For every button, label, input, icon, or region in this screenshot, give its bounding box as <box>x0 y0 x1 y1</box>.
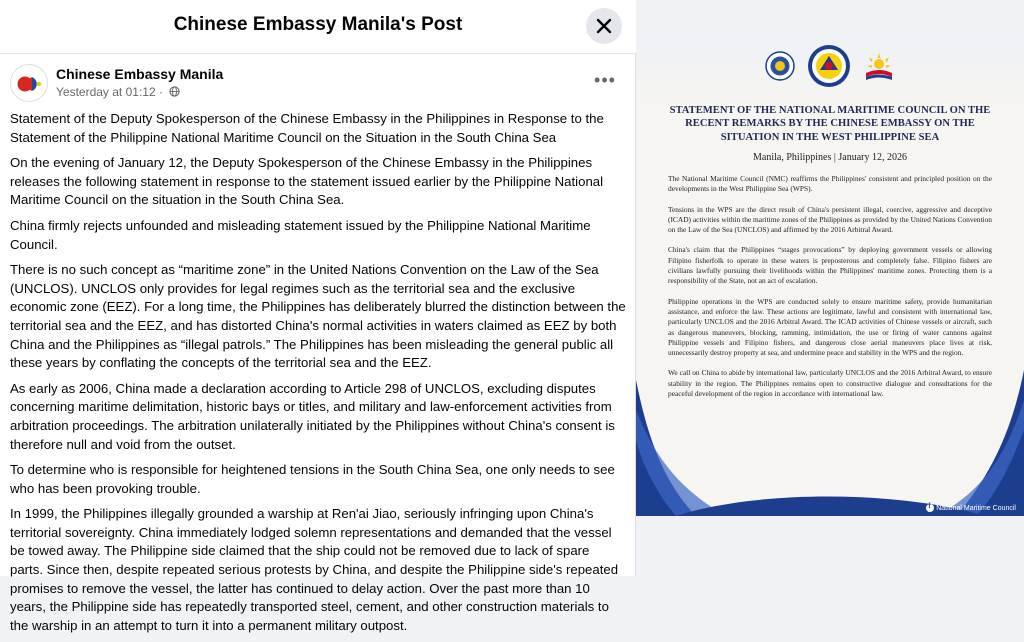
post-paragraph: In 1999, the Philippines illegally grounded a warship at Ren'ai Jiao, seriously infringing upon China's territorial sovereignty. China immediately lodged solemn representations and demanded that the vessel be towed away. The Philippine side claimed that the ship could not be removed due to lack of spare parts. Since then, despite repeated serious protests by China, and despite the Philippine side's repeated promises to remove the vessel, the latter has continued to delay action. Over the past more than 10 years, the Philippine side has repeatedly transported steel, cement, and other construction materials to the warship in an attempt to turn it into a permanent military outpost. <box>10 506 619 633</box>
post-paragraph: To determine who is responsible for heightened tensions in the South China Sea, one only needs to see who has been provoking trouble. <box>10 462 615 496</box>
timestamp-separator: · <box>155 84 167 99</box>
facebook-icon <box>926 504 934 512</box>
globe-icon[interactable] <box>169 86 180 97</box>
avatar[interactable] <box>10 64 48 102</box>
sun-logo-icon <box>863 51 895 81</box>
close-icon <box>597 19 611 33</box>
statement-body <box>668 174 992 409</box>
post-paragraph: There is no such concept as “maritime zone” in the United Nations Convention on the Law of the Sea (UNCLOS). UNCLOS only provides for legal regimes such as the territorial sea and the exclusive economic zone (EEZ). For a long time, the Philippines has deliberately blurred the distinction between the territorial sea and the EEZ, and has distorted China's normal activities in waters claimed as EEZ by both China and the Philippines as “illegal patrols.” The Philippines has been misleading the general public all these years by conflating the concepts of the territorial sea and the EEZ. <box>10 262 626 371</box>
statement-paragraph: China's claim that the Philippines “stages provocations” by deploying government vessels or allowing Filipino fisherfolk to operate in these waters is preposterous and completely false. Filipino fishers are civilians lawfully pursuing their livelihoods within the Philippines' maritime zones. Protecting them is a responsibility of the State, not an act of escalation. <box>668 245 992 286</box>
post-timestamp[interactable]: Yesterday at 01:12 <box>56 84 156 99</box>
statement-footer-label: National Maritime Council <box>936 504 1016 512</box>
nmc-seal-icon <box>765 51 795 81</box>
close-button[interactable] <box>586 8 622 44</box>
more-options-button[interactable]: ••• <box>594 70 616 90</box>
philippines-seal-icon <box>807 44 851 88</box>
statement-dateline: Manila, Philippines | January 12, 2026 <box>753 152 907 163</box>
embassy-logo-icon <box>11 65 49 103</box>
seal-row <box>636 44 1024 96</box>
statement-paragraph: Tensions in the WPS are the direct result of China's persistent illegal, coercive, aggressive and deceptive (ICAD) activities within the maritime zones of the Philippines as provided by the United Nations Convention on the Law of the Sea (UNCLOS) and affirmed by the 2016 Arbitral Award. <box>668 204 992 235</box>
statement-paragraph: The National Maritime Council (NMC) reaffirms the Philippines' consistent and principled position on the developments in the West Philippine Sea (WPS). <box>668 174 992 194</box>
statement-paragraph: We call on China to abide by international law, particularly UNCLOS and the 2016 Arbitral Award, to ensure stability in the region. The Philippines remains open to constructive dialogue and consultations for the peaceful development of the region in accordance with international law. <box>668 368 992 399</box>
statement-footer <box>926 504 1016 512</box>
dialog-title: Chinese Embassy Manila's Post <box>173 14 463 35</box>
post-paragraph: On the evening of January 12, the Deputy Spokesperson of the Chinese Embassy in the Philippines releases the following statement in response to the statement issued earlier by the Philippine National Maritime Council on the situation in the South China Sea. <box>10 155 604 208</box>
post-attached-image[interactable] <box>636 40 1024 516</box>
post-paragraph: China firmly rejects unfounded and misleading statement issued by the Philippine National Maritime Council. <box>10 217 591 252</box>
statement-paragraph: Philippine operations in the WPS are conducted solely to ensure maritime safety, provide humanitarian assistance, and enforce the law. These actions are legitimate, lawful and consistent with international law, particularly UNCLOS and the 2016 Arbitral Award. The ICAD activities of Chinese vessels or aircraft, such as dangerous maneuvers, blocking, ramming, intimidation, the use or firing of water cannons against Philippine vessels and Filipino fishers, and dangerous close aerial maneuvers place lives at risk, unnecessarily destroy property at sea, and undermine peace and stability in the WPS and the region. <box>668 296 992 358</box>
post-paragraph: Statement of the Deputy Spokesperson of the Chinese Embassy in the Philippines in Response to the Statement of the Philippine National Maritime Council on the Situation in the South China Sea <box>10 111 604 145</box>
statement-title: STATEMENT OF THE NATIONAL MARITIME COUNCIL ON THE RECENT REMARKS BY THE CHINESE EMBASSY ON THE SITUATION IN THE WEST PHILIPPINE SEA <box>669 105 991 143</box>
post-header <box>10 64 626 104</box>
post-text <box>10 110 626 642</box>
post-paragraph: As early as 2006, China made a declaration according to Article 298 of UNCLOS, excluding disputes concerning maritime delimitation, historic bays or titles, and military and law-enforcement activities from arbitration proceedings. The arbitration unilaterally initiated by the Philippines without China's consent is therefore null and void from the outset. <box>10 380 615 452</box>
dialog-header <box>0 0 636 54</box>
author-name[interactable]: Chinese Embassy Manila <box>56 66 224 82</box>
post-timestamp-row <box>56 84 180 99</box>
